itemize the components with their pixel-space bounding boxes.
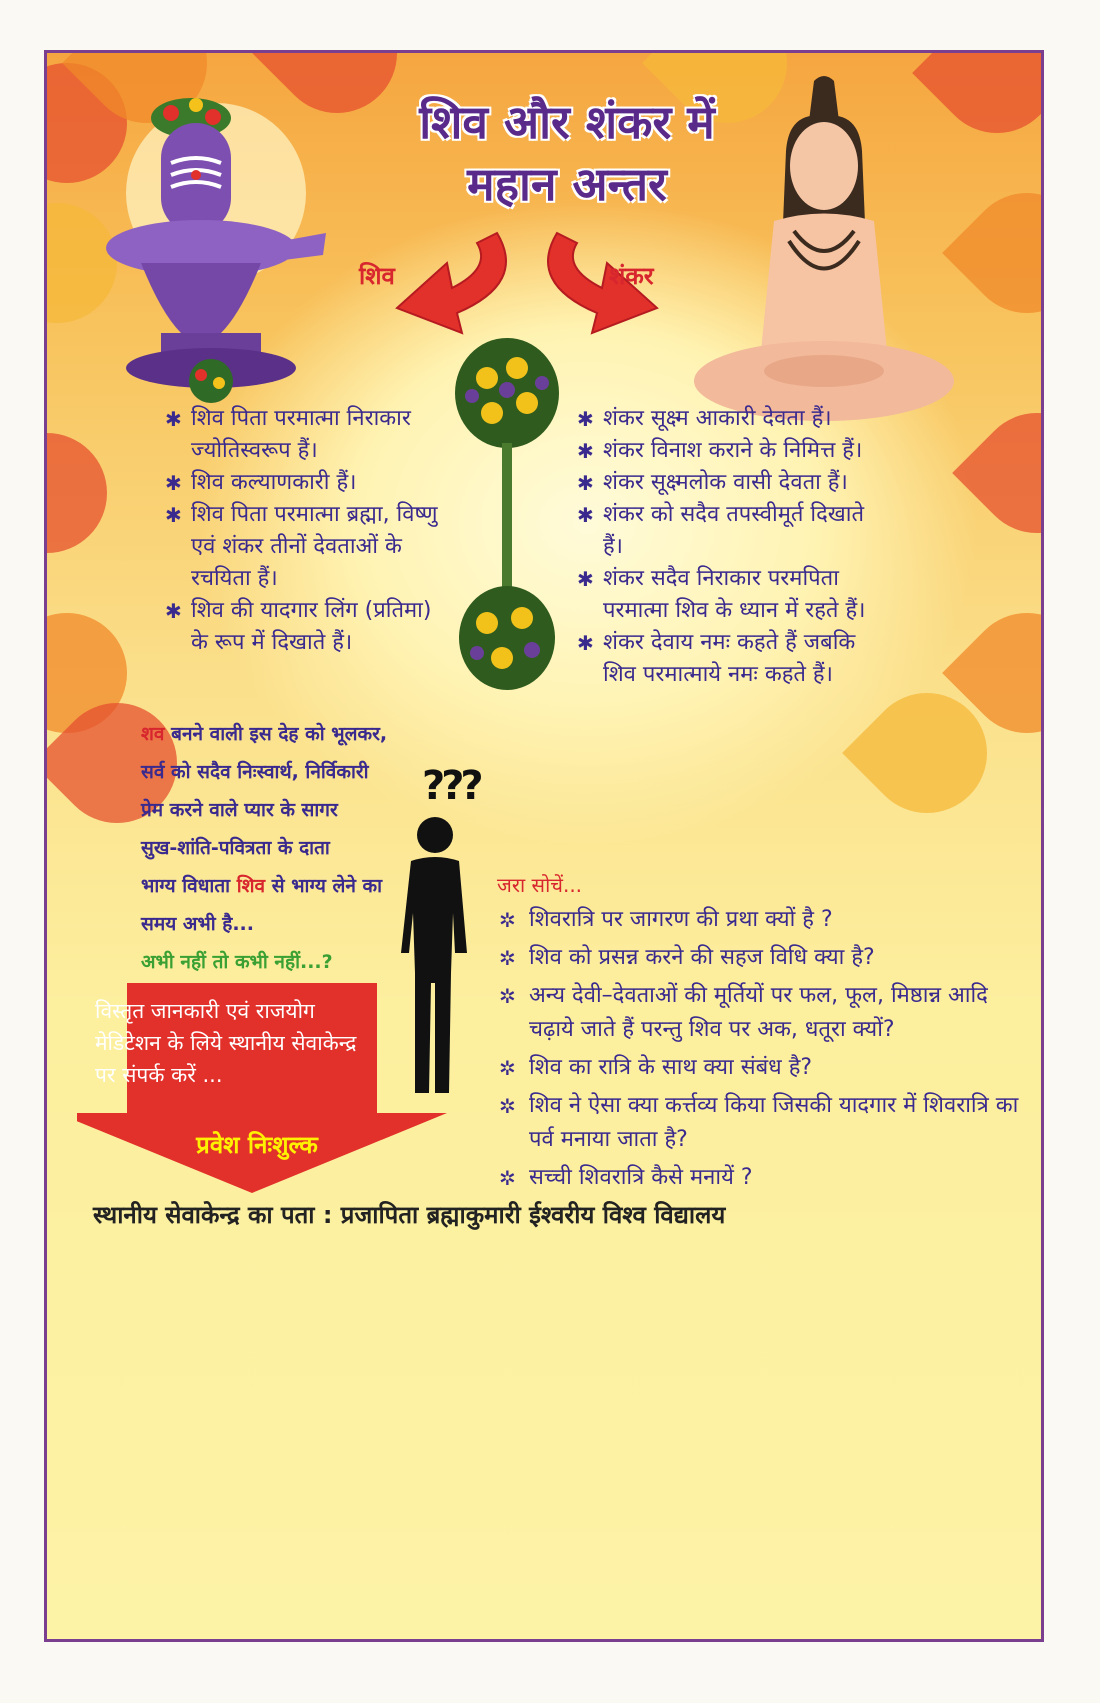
message-word-shiv: शिव (236, 875, 266, 897)
message-line-1: बनने वाली इस देह को भूलकर, (164, 723, 388, 745)
list-item: ✱ शंकर सदैव निराकार परमपिता परमात्मा शिव के ध्यान में रहते हैं। (577, 563, 877, 627)
list-item: ✲ शिव को प्रसन्न करने की सहज विधि क्या है? (499, 941, 1019, 975)
message-word-shav: शव (141, 723, 165, 745)
shankar-points-list (577, 403, 877, 691)
list-item: ✱ शिव की यादगार लिंग (प्रतिमा) के रूप में दिखाते हैं। (165, 595, 455, 659)
message-line-6: समय अभी है... (141, 913, 254, 935)
list-item: ✲ शिव का रात्रि के साथ क्या संबंध है? (499, 1051, 1019, 1085)
footer-address: स्थानीय सेवाकेन्द्र का पता : प्रजापिता ब्रह्माकुमारी ईश्वरीय विश्व विद्यालय (93, 1201, 726, 1229)
message-line-7: अभी नहीं तो कभी नहीं...? (141, 951, 333, 973)
page-title (367, 91, 767, 215)
arrow-right-icon (537, 223, 677, 343)
questions-list (499, 903, 1019, 1199)
cta-free-entry: प्रवेश निःशुल्क (196, 1131, 318, 1159)
list-item: ✱ शिव कल्याणकारी हैं। (165, 467, 455, 499)
arrow-left-icon (377, 223, 517, 343)
list-item: ✱ शंकर सूक्ष्म आकारी देवता हैं। (577, 403, 877, 435)
list-item: ✲ अन्य देवी–देवताओं की मूर्तियों पर फल, फूल, मिष्ठान्न आदि चढ़ाये जाते हैं परन्तु शिव पर अक, धतूरा क्यों? (499, 979, 1019, 1047)
message-line-4: सुख-शांति-पवित्रता के दाता (141, 837, 330, 859)
list-item: ✲ शिव ने ऐसा क्या कर्त्तव्य किया जिसकी यादगार में शिवरात्रि का पर्व मनाया जाता है? (499, 1089, 1019, 1157)
label-shiv: शिव (359, 262, 395, 290)
list-item: ✲ सच्ची शिवरात्रि कैसे मनायें ? (499, 1161, 1019, 1195)
think-heading: जरा सोचें... (497, 873, 583, 897)
label-shankar: शंकर (609, 262, 654, 290)
message-line (141, 715, 461, 753)
message-line-5b: से भाग्य लेने का (265, 875, 383, 897)
message-line-3: प्रेम करने वाले प्यार के सागर (141, 799, 338, 821)
message-line-2: सर्व को सदैव निःस्वार्थ, निर्विकारी (141, 761, 369, 783)
list-item: ✱ शंकर को सदैव तपस्वीमूर्त दिखाते हैं। (577, 499, 877, 563)
shivling-illustration (101, 83, 331, 413)
maple-leaf-icon (44, 408, 132, 578)
list-item: ✱ शंकर देवाय नमः कहते हैं जबकि शिव परमात्माये नमः कहते हैं। (577, 627, 877, 691)
cta-text: विस्तृत जानकारी एवं राजयोग मेडिटेशन के लिये स्थानीय सेवाकेन्द्र पर संपर्क करें ... (95, 999, 357, 1087)
list-item: ✱ शिव पिता परमात्मा ब्रह्मा, विष्णु एवं शंकर तीनों देवताओं के रचयिता हैं। (165, 499, 455, 595)
question-marks: ??? (422, 763, 480, 809)
list-item: ✱ शंकर सूक्ष्मलोक वासी देवता हैं। (577, 467, 877, 499)
title-line-1: शिव और शंकर में (419, 95, 715, 149)
list-item: ✲ शिवरात्रि पर जागरण की प्रथा क्यों है ? (499, 903, 1019, 937)
message-line-5a: भाग्य विधाता (141, 875, 237, 897)
list-item: ✱ शंकर विनाश कराने के निमित्त हैं। (577, 435, 877, 467)
poster (44, 50, 1044, 1642)
title-line-2: महान अन्तर (467, 157, 667, 211)
flower-garland-illustration (447, 338, 567, 693)
maple-leaf-icon (952, 388, 1044, 558)
list-item: ✱ शिव पिता परमात्मा निराकार ज्योतिस्वरूप हैं। (165, 403, 455, 467)
shiv-points-list (165, 403, 455, 659)
